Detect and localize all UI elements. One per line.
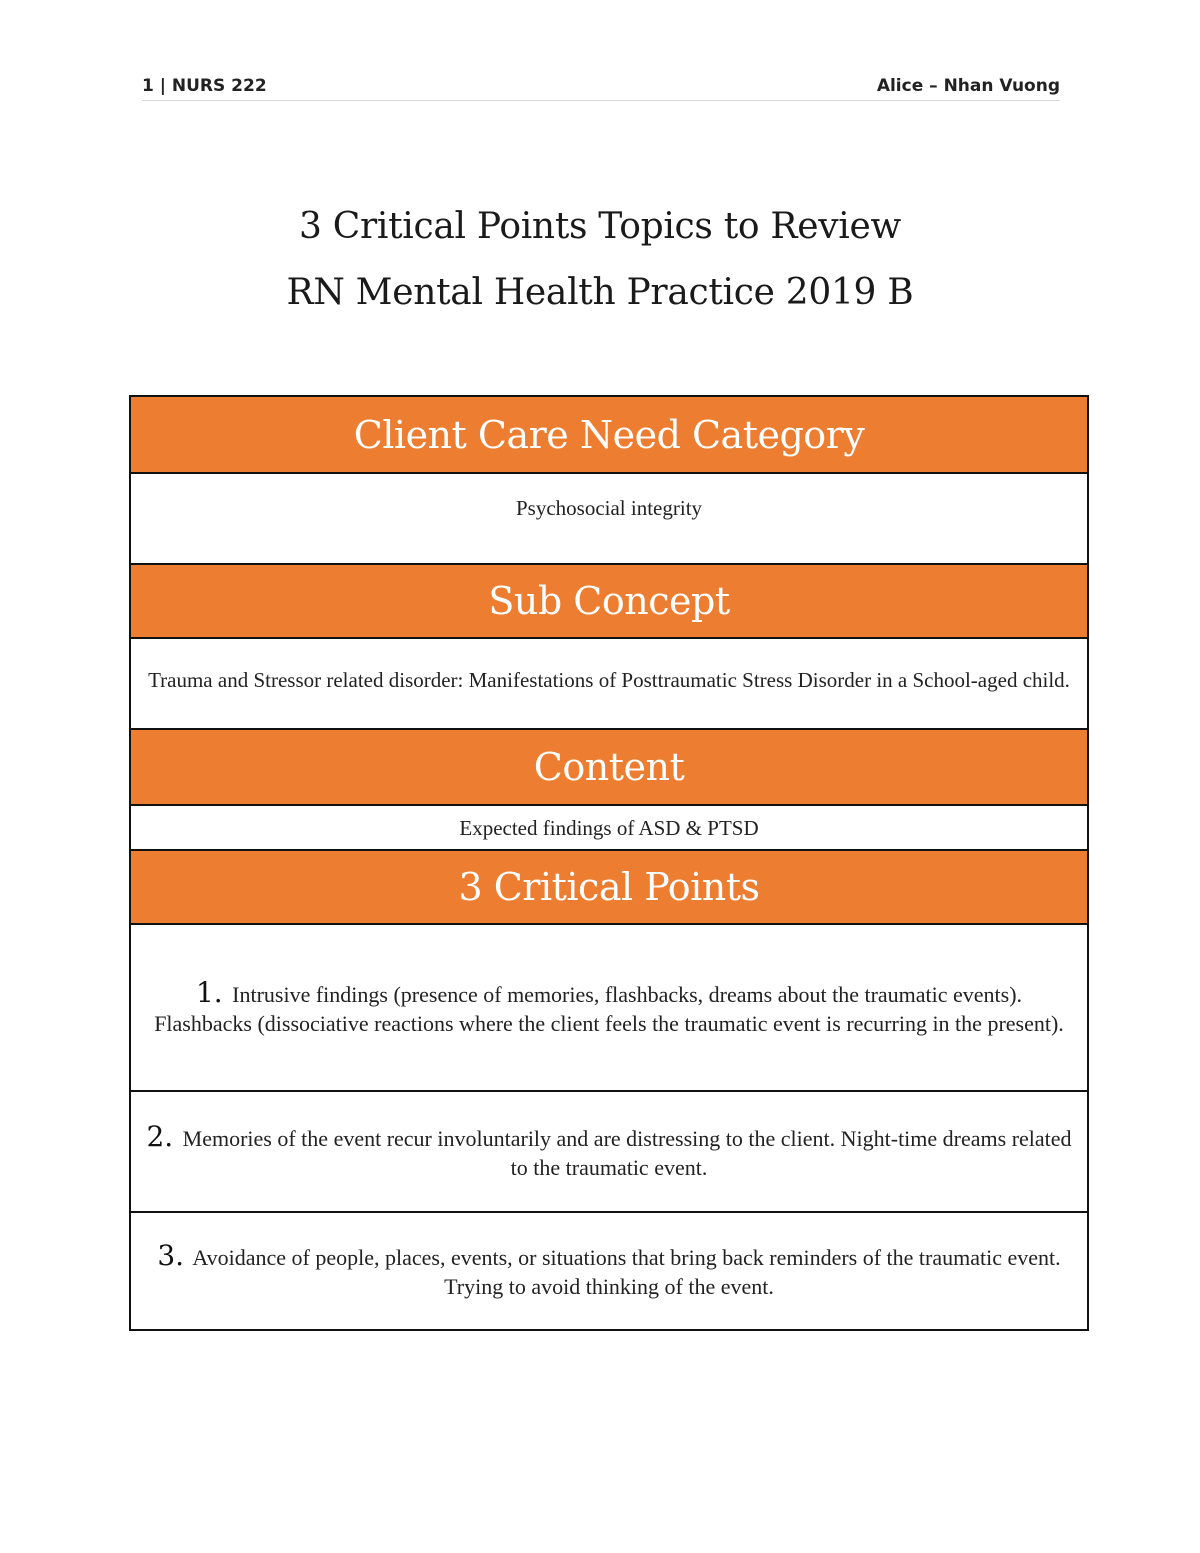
header-author: Alice – Nhan Vuong [876, 76, 1060, 96]
critical-points-heading: 3 Critical Points [131, 851, 1087, 925]
document-subtitle: RN Mental Health Practice 2019 B [286, 272, 914, 313]
critical-point-item [131, 925, 1087, 1092]
header-page-course: 1 | NURS 222 [142, 76, 267, 96]
sub-concept-heading: Sub Concept [131, 565, 1087, 639]
document-title: 3 Critical Points Topics to Review [299, 206, 901, 247]
critical-point-content [145, 975, 1073, 1038]
critical-point-text: Intrusive findings (presence of memories, flashbacks, dreams about the traumatic events). Flashbacks (dissociative reactions where the client feels the traumatic event is recurring in the present). [154, 981, 1064, 1036]
critical-point-number: 1. [195, 975, 223, 1009]
client-care-heading: Client Care Need Category [131, 397, 1087, 474]
critical-point-item [131, 1213, 1087, 1329]
page-header [142, 72, 1060, 101]
client-care-text: Psychosocial integrity [131, 474, 1087, 565]
critical-point-text: Memories of the event recur involuntarily and are distressing to the client. Night-time dreams related to the traumatic event. [182, 1125, 1072, 1180]
content-heading: Content [131, 730, 1087, 806]
critical-point-number: 3. [157, 1239, 185, 1272]
critical-point-text: Avoidance of people, places, events, or situations that bring back reminders of the traumatic event. Trying to avoid thinking of the event. [192, 1245, 1061, 1299]
critical-point-content [145, 1241, 1073, 1301]
critical-point-item [131, 1092, 1087, 1213]
review-table [129, 395, 1089, 1331]
sub-concept-text: Trauma and Stressor related disorder: Manifestations of Posttraumatic Stress Disorder in a School-aged child. [131, 639, 1087, 730]
content-text: Expected findings of ASD & PTSD [131, 806, 1087, 851]
critical-point-number: 2. [146, 1119, 174, 1153]
critical-point-content [145, 1119, 1073, 1182]
